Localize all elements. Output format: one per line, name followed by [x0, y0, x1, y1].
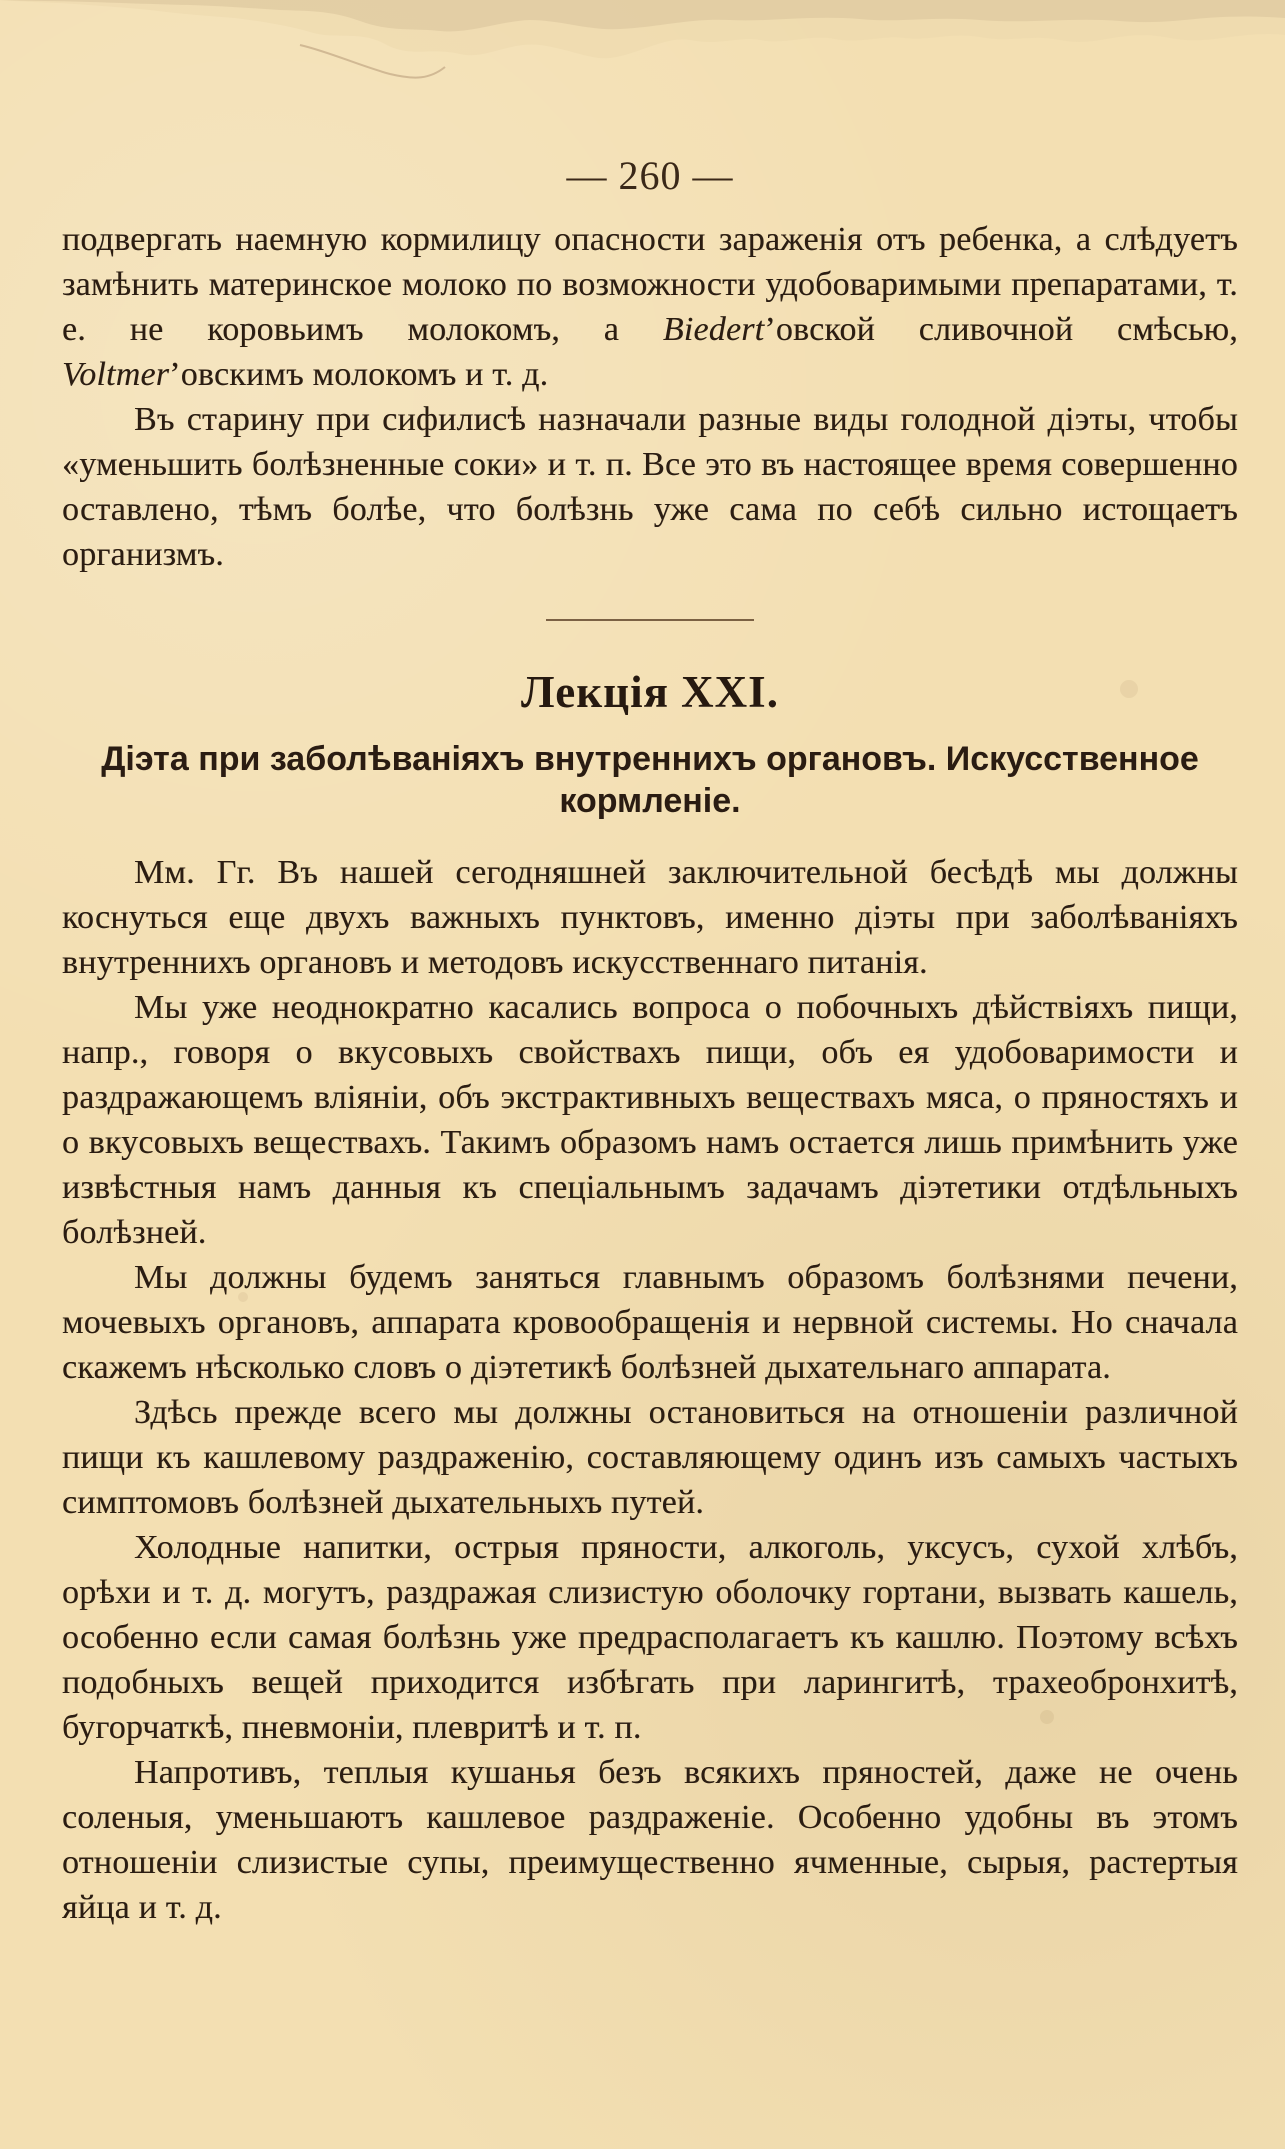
lecture-subtitle-line-1: Діэта при заболѣваніяхъ внутреннихъ органовъ. Искусственное: [101, 740, 1199, 778]
page-number: — 260 —: [566, 153, 734, 198]
voltmer-name: Voltmer: [62, 356, 170, 393]
intro-text-start: подвергать наемную кормилицу опасности зараженія отъ ребенка, а слѣдуетъ замѣнить материнское молоко по возможности удобоваримыми препаратами, т. е. не коровьимъ молокомъ, а: [62, 221, 1238, 348]
intro-text-end: ’овскимъ молокомъ и т. д.: [169, 356, 549, 393]
torn-paper-edge: [0, 0, 1285, 95]
intro-text-middle: ’овской сливочной смѣсью,: [764, 311, 1238, 348]
lecture-paragraph-6: Напротивъ, теплыя кушанья безъ всякихъ пряностей, даже не очень соленыя, уменьшаютъ кашлевое раздраженіе. Особенно удобны въ этомъ отношеніи слизистые супы, преимущественно ячменные, сырыя, растертыя яйца и т. д.: [62, 1754, 1238, 1926]
biedert-name: Biedert: [662, 311, 765, 348]
intro-paragraph-2: Въ старину при сифилисѣ назначали разные виды голодной діэты, чтобы «уменьшить болѣзненные соки» и т. п. Все это въ настоящее время совершенно оставлено, тѣмъ болѣе, что болѣзнь уже сама по себѣ сильно истощаетъ организмъ.: [62, 401, 1238, 573]
lecture-subtitle-line-2: кормленіе.: [559, 782, 741, 820]
lecture-paragraph-4: Здѣсь прежде всего мы должны остановиться на отношеніи различной пищи къ кашлевому раздраженію, составляющему одинъ изъ самыхъ частыхъ симптомовъ болѣзней дыхательныхъ путей.: [62, 1394, 1238, 1521]
intro-paragraph-1: [62, 217, 1238, 397]
lecture-paragraph-3: Мы должны будемъ заняться главнымъ образомъ болѣзнями печени, мочевыхъ органовъ, аппарата кровообращенія и нервной системы. Но сначала скажемъ нѣсколько словъ о діэтетикѣ болѣзней дыхательнаго аппарата.: [62, 1259, 1238, 1386]
lecture-subtitle: [62, 738, 1238, 822]
lecture-title: Лекція XXI.: [521, 667, 779, 717]
page-content: [62, 154, 1238, 1930]
lecture-paragraph-5: Холодные напитки, острыя пряности, алкоголь, уксусъ, сухой хлѣбъ, орѣхи и т. д. могутъ, раздражая слизистую оболочку гортани, вызвать кашель, особенно если самая болѣзнь уже предрасполагаетъ къ кашлю. Поэтому всѣхъ подобныхъ вещей приходится избѣгать при ларингитѣ, трахеобронхитѣ, бугорчаткѣ, пневмоніи, плевритѣ и т. п.: [62, 1529, 1238, 1746]
section-divider: [546, 619, 754, 621]
lecture-paragraph-2: Мы уже неоднократно касались вопроса о побочныхъ дѣйствіяхъ пищи, напр., говоря о вкусовыхъ свойствахъ пищи, объ ея удобоваримости и раздражающемъ вліяніи, объ экстрактивныхъ веществахъ мяса, о пряностяхъ и о вкусовыхъ веществахъ. Такимъ образомъ намъ остается лишь примѣнить уже извѣстныя намъ данныя къ спеціальнымъ задачамъ діэтетики отдѣльныхъ болѣзней.: [62, 989, 1238, 1251]
lecture-paragraph-1: Мм. Гг. Въ нашей сегодняшней заключительной бесѣдѣ мы должны коснуться еще двухъ важныхъ пунктовъ, именно діэты при заболѣваніяхъ внутреннихъ органовъ и методовъ искусственнаго питанія.: [62, 854, 1238, 981]
